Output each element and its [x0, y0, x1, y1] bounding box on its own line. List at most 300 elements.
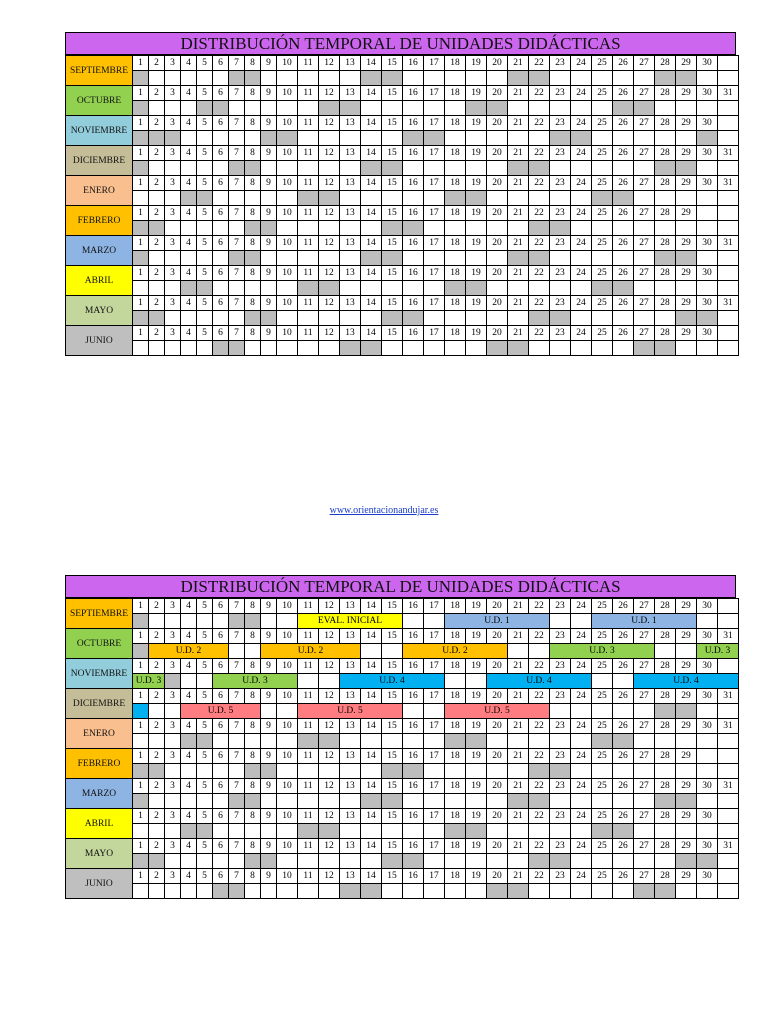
day-number: 10: [277, 296, 298, 311]
month-label: FEBRERO: [66, 749, 133, 779]
day-number: 18: [445, 869, 466, 884]
day-number: 18: [445, 206, 466, 221]
day-slot: [634, 71, 655, 86]
month-days-row: [66, 236, 739, 251]
day-number: 21: [508, 296, 529, 311]
day-slot: [634, 884, 655, 899]
day-slot: [676, 191, 697, 206]
day-slot: [245, 764, 261, 779]
day-number: 13: [340, 146, 361, 161]
day-slot: [382, 221, 403, 236]
month-days-row: [66, 629, 739, 644]
day-slot: [529, 341, 550, 356]
day-slot: [676, 341, 697, 356]
day-number: 13: [340, 659, 361, 674]
day-number: 4: [181, 599, 197, 614]
day-slot: [261, 101, 277, 116]
day-slot: [298, 191, 319, 206]
day-slot: [181, 71, 197, 86]
day-slot: [340, 221, 361, 236]
day-slot: [529, 794, 550, 809]
day-slot: [613, 281, 634, 296]
day-number: 2: [149, 56, 165, 71]
day-slot: [133, 614, 149, 629]
day-slot: [445, 794, 466, 809]
day-number: 3: [165, 779, 181, 794]
month-label: ENERO: [66, 176, 133, 206]
day-number: 5: [197, 296, 213, 311]
day-slot: [529, 311, 550, 326]
day-slot: [149, 251, 165, 266]
day-slot: [181, 884, 197, 899]
day-slot: [245, 614, 261, 629]
day-slot: [261, 311, 277, 326]
day-number: 18: [445, 599, 466, 614]
day-number: 13: [340, 599, 361, 614]
day-slot: [466, 794, 487, 809]
day-number: 8: [245, 809, 261, 824]
day-slot: [676, 161, 697, 176]
day-slot: [382, 734, 403, 749]
day-slot: [445, 161, 466, 176]
day-number: 24: [571, 839, 592, 854]
day-number: 4: [181, 839, 197, 854]
day-number: 13: [340, 296, 361, 311]
day-number: 15: [382, 56, 403, 71]
day-number: 14: [361, 326, 382, 341]
day-number: 27: [634, 839, 655, 854]
day-slot: [529, 191, 550, 206]
day-number: 8: [245, 869, 261, 884]
day-slot: [676, 704, 697, 719]
day-number: 12: [319, 719, 340, 734]
day-number: [718, 326, 739, 341]
day-number: 17: [424, 206, 445, 221]
day-number: 24: [571, 599, 592, 614]
day-slot: [403, 311, 424, 326]
day-number: 27: [634, 266, 655, 281]
day-slot: [245, 644, 261, 659]
day-number: 8: [245, 176, 261, 191]
day-number: 7: [229, 326, 245, 341]
day-number: 17: [424, 146, 445, 161]
day-number: [718, 599, 739, 614]
day-number: 3: [165, 146, 181, 161]
month-days-row: [66, 599, 739, 614]
day-number: 27: [634, 869, 655, 884]
day-slot: [571, 824, 592, 839]
day-number: 3: [165, 176, 181, 191]
day-number: 30: [697, 719, 718, 734]
month-plan-row: [66, 101, 739, 116]
day-slot: [571, 734, 592, 749]
day-slot: [277, 614, 298, 629]
day-slot: [634, 824, 655, 839]
day-number: 7: [229, 146, 245, 161]
day-slot: [697, 764, 718, 779]
day-number: 12: [319, 86, 340, 101]
day-slot: [165, 884, 181, 899]
day-number: 3: [165, 809, 181, 824]
day-number: 12: [319, 659, 340, 674]
month-days-row: [66, 839, 739, 854]
day-number: 10: [277, 629, 298, 644]
day-number: 22: [529, 599, 550, 614]
day-slot: [466, 311, 487, 326]
day-number: 21: [508, 629, 529, 644]
website-link[interactable]: www.orientacionandujar.es: [329, 505, 439, 516]
day-number: 2: [149, 689, 165, 704]
day-slot: [424, 734, 445, 749]
day-slot: [181, 311, 197, 326]
day-slot: [382, 884, 403, 899]
day-number: 21: [508, 599, 529, 614]
day-slot: [550, 734, 571, 749]
day-slot: [613, 221, 634, 236]
day-number: 29: [676, 236, 697, 251]
unit-span: [133, 704, 149, 719]
day-slot: [697, 131, 718, 146]
day-slot: [487, 71, 508, 86]
day-number: 29: [676, 839, 697, 854]
day-slot: [149, 854, 165, 869]
day-number: 1: [133, 809, 149, 824]
day-number: 28: [655, 296, 676, 311]
day-number: 24: [571, 146, 592, 161]
day-number: 11: [298, 296, 319, 311]
day-number: 20: [487, 689, 508, 704]
day-slot: [655, 251, 676, 266]
day-number: 22: [529, 659, 550, 674]
day-number: 27: [634, 176, 655, 191]
day-number: 30: [697, 599, 718, 614]
day-slot: [466, 854, 487, 869]
month-plan-row: [66, 281, 739, 296]
day-slot: [445, 131, 466, 146]
day-number: 15: [382, 86, 403, 101]
day-slot: [298, 734, 319, 749]
day-slot: [229, 614, 245, 629]
day-slot: [361, 794, 382, 809]
day-number: 28: [655, 839, 676, 854]
day-number: 22: [529, 869, 550, 884]
day-number: 3: [165, 56, 181, 71]
day-slot: [424, 161, 445, 176]
day-number: 28: [655, 236, 676, 251]
day-slot: [718, 794, 739, 809]
day-slot: [445, 221, 466, 236]
day-slot: [261, 614, 277, 629]
day-slot: [718, 101, 739, 116]
day-number: 26: [613, 56, 634, 71]
day-number: [718, 266, 739, 281]
day-number: 25: [592, 146, 613, 161]
day-number: 13: [340, 719, 361, 734]
day-number: 20: [487, 629, 508, 644]
month-days-row: [66, 116, 739, 131]
day-number: 25: [592, 719, 613, 734]
day-slot: [133, 131, 149, 146]
day-number: 26: [613, 86, 634, 101]
day-slot: [592, 794, 613, 809]
day-slot: [229, 221, 245, 236]
day-slot: [340, 764, 361, 779]
day-slot: [165, 131, 181, 146]
day-number: 22: [529, 86, 550, 101]
day-slot: [213, 161, 229, 176]
day-number: 12: [319, 206, 340, 221]
day-slot: [261, 341, 277, 356]
day-number: 22: [529, 146, 550, 161]
day-slot: [197, 674, 213, 689]
day-number: 6: [213, 206, 229, 221]
day-number: 15: [382, 839, 403, 854]
day-number: 28: [655, 86, 676, 101]
day-number: 27: [634, 689, 655, 704]
day-slot: [655, 704, 676, 719]
day-number: 27: [634, 326, 655, 341]
day-number: 25: [592, 86, 613, 101]
day-slot: [655, 341, 676, 356]
day-slot: [403, 734, 424, 749]
day-number: 28: [655, 206, 676, 221]
day-number: 7: [229, 236, 245, 251]
day-slot: [382, 161, 403, 176]
day-slot: [133, 734, 149, 749]
day-number: 25: [592, 659, 613, 674]
day-slot: [718, 824, 739, 839]
day-number: 27: [634, 659, 655, 674]
day-number: 9: [261, 869, 277, 884]
day-number: 11: [298, 146, 319, 161]
day-slot: [487, 131, 508, 146]
day-slot: [181, 191, 197, 206]
day-number: 13: [340, 116, 361, 131]
day-number: 17: [424, 236, 445, 251]
day-number: 3: [165, 206, 181, 221]
day-slot: [445, 71, 466, 86]
day-number: 20: [487, 296, 508, 311]
day-number: 6: [213, 599, 229, 614]
day-slot: [592, 161, 613, 176]
day-number: 15: [382, 629, 403, 644]
day-number: 17: [424, 809, 445, 824]
day-number: 10: [277, 839, 298, 854]
day-slot: [571, 794, 592, 809]
day-number: 8: [245, 116, 261, 131]
day-number: 12: [319, 176, 340, 191]
day-slot: [133, 884, 149, 899]
day-number: 1: [133, 56, 149, 71]
day-slot: [466, 734, 487, 749]
day-number: 16: [403, 56, 424, 71]
day-slot: [319, 794, 340, 809]
day-slot: [165, 101, 181, 116]
day-number: 6: [213, 116, 229, 131]
day-slot: [466, 221, 487, 236]
day-number: 19: [466, 56, 487, 71]
day-number: 3: [165, 659, 181, 674]
day-slot: [245, 191, 261, 206]
day-slot: [149, 341, 165, 356]
unit-span: U.D. 3: [697, 644, 739, 659]
day-number: 23: [550, 56, 571, 71]
day-number: 28: [655, 326, 676, 341]
day-number: 4: [181, 116, 197, 131]
day-number: 3: [165, 719, 181, 734]
day-number: 4: [181, 56, 197, 71]
day-slot: [298, 674, 319, 689]
day-number: 5: [197, 629, 213, 644]
day-slot: [487, 824, 508, 839]
day-slot: [149, 191, 165, 206]
day-slot: [697, 161, 718, 176]
day-slot: [245, 734, 261, 749]
day-slot: [508, 764, 529, 779]
day-number: 11: [298, 326, 319, 341]
day-number: 12: [319, 326, 340, 341]
day-slot: [229, 281, 245, 296]
day-slot: [697, 191, 718, 206]
day-slot: [277, 764, 298, 779]
day-slot: [571, 161, 592, 176]
day-number: 17: [424, 839, 445, 854]
day-slot: [382, 854, 403, 869]
day-number: 30: [697, 809, 718, 824]
day-slot: [403, 101, 424, 116]
day-slot: [149, 161, 165, 176]
day-number: 16: [403, 296, 424, 311]
day-slot: [149, 131, 165, 146]
day-slot: [445, 734, 466, 749]
day-number: 15: [382, 206, 403, 221]
day-number: 30: [697, 236, 718, 251]
day-number: 6: [213, 779, 229, 794]
unit-span: U.D. 1: [445, 614, 550, 629]
day-slot: [181, 161, 197, 176]
day-slot: [424, 341, 445, 356]
day-number: 13: [340, 236, 361, 251]
month-label: DICIEMBRE: [66, 689, 133, 719]
month-days-row: [66, 779, 739, 794]
unit-span: U.D. 2: [149, 644, 229, 659]
day-number: 29: [676, 779, 697, 794]
day-number: 21: [508, 689, 529, 704]
month-plan-row: [66, 794, 739, 809]
day-slot: [277, 311, 298, 326]
day-slot: [298, 824, 319, 839]
day-slot: [403, 341, 424, 356]
day-number: 9: [261, 719, 277, 734]
day-slot: [508, 341, 529, 356]
day-number: 1: [133, 869, 149, 884]
day-number: 27: [634, 599, 655, 614]
day-slot: [298, 794, 319, 809]
day-number: 1: [133, 659, 149, 674]
day-number: 18: [445, 296, 466, 311]
day-number: 9: [261, 629, 277, 644]
day-number: [697, 206, 718, 221]
day-number: 4: [181, 146, 197, 161]
day-number: 1: [133, 266, 149, 281]
day-slot: [697, 71, 718, 86]
day-slot: [340, 71, 361, 86]
day-number: 11: [298, 809, 319, 824]
day-slot: [319, 101, 340, 116]
day-slot: [133, 101, 149, 116]
day-slot: [181, 131, 197, 146]
day-number: 18: [445, 749, 466, 764]
day-number: 3: [165, 869, 181, 884]
day-number: 10: [277, 749, 298, 764]
day-number: 20: [487, 266, 508, 281]
day-number: 26: [613, 296, 634, 311]
day-slot: [529, 854, 550, 869]
day-slot: [592, 131, 613, 146]
day-number: 14: [361, 779, 382, 794]
day-slot: [487, 794, 508, 809]
day-number: 15: [382, 659, 403, 674]
day-number: 19: [466, 689, 487, 704]
day-slot: [676, 71, 697, 86]
day-slot: [149, 71, 165, 86]
month-label: NOVIEMBRE: [66, 116, 133, 146]
day-number: 3: [165, 629, 181, 644]
day-slot: [382, 71, 403, 86]
day-number: 14: [361, 749, 382, 764]
day-number: 12: [319, 749, 340, 764]
day-number: 10: [277, 809, 298, 824]
day-number: 16: [403, 176, 424, 191]
day-slot: [229, 251, 245, 266]
month-days-row: [66, 206, 739, 221]
day-slot: [319, 191, 340, 206]
day-number: 6: [213, 629, 229, 644]
day-number: 23: [550, 659, 571, 674]
day-number: [718, 809, 739, 824]
day-number: 29: [676, 296, 697, 311]
day-slot: [550, 614, 571, 629]
day-number: 7: [229, 689, 245, 704]
day-number: 9: [261, 809, 277, 824]
day-slot: [213, 824, 229, 839]
day-number: 10: [277, 779, 298, 794]
day-slot: [245, 341, 261, 356]
day-slot: [508, 221, 529, 236]
day-slot: [298, 131, 319, 146]
unit-span: U.D. 3: [550, 644, 655, 659]
day-number: 2: [149, 266, 165, 281]
day-number: 11: [298, 629, 319, 644]
day-slot: [466, 281, 487, 296]
day-slot: [445, 311, 466, 326]
day-number: 16: [403, 266, 424, 281]
day-slot: [613, 311, 634, 326]
day-slot: [361, 734, 382, 749]
day-number: 19: [466, 779, 487, 794]
day-slot: [718, 251, 739, 266]
day-slot: [340, 794, 361, 809]
day-slot: [181, 764, 197, 779]
day-number: 7: [229, 869, 245, 884]
day-slot: [697, 311, 718, 326]
month-label: ABRIL: [66, 809, 133, 839]
day-slot: [181, 674, 197, 689]
unit-span: U.D. 2: [403, 644, 508, 659]
day-number: 18: [445, 689, 466, 704]
day-slot: [634, 311, 655, 326]
day-number: 22: [529, 296, 550, 311]
